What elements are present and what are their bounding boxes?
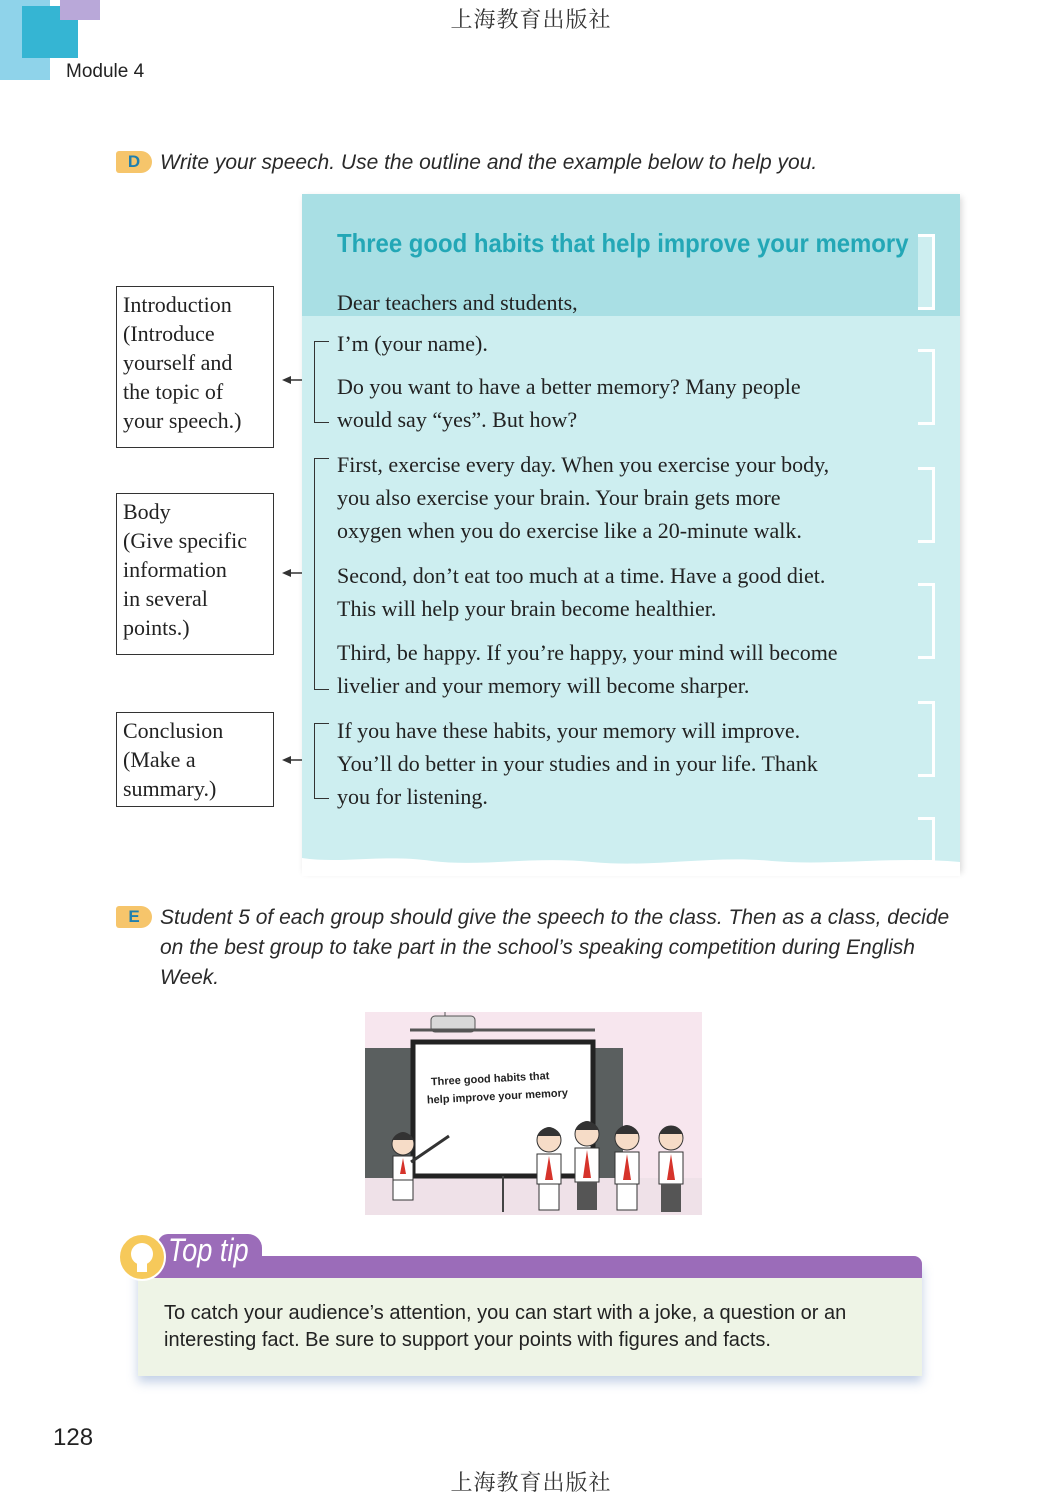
speech-line: This will help your brain become healthier. bbox=[337, 596, 717, 621]
speech-title: Three good habits that help improve your memory bbox=[337, 228, 909, 258]
task-e-line: Student 5 of each group should give the speech to the class. Then as a class, decide bbox=[160, 906, 950, 929]
speech-line: I’m (your name). bbox=[337, 331, 488, 356]
publisher-footer: 上海教育出版社 bbox=[450, 1471, 612, 1496]
outline-line: (Introduce bbox=[123, 321, 215, 346]
speech-greeting: Dear teachers and students, bbox=[337, 290, 578, 315]
top-tip-line: To catch your audience’s attention, you can start with a joke, a question or an bbox=[164, 1302, 847, 1324]
classroom-illustration bbox=[365, 1012, 702, 1215]
top-tip-text bbox=[164, 1300, 846, 1354]
top-tip-line: interesting fact. Be sure to support your points with figures and facts. bbox=[164, 1329, 771, 1351]
publisher-header: 上海教育出版社 bbox=[450, 8, 612, 33]
speech-line: livelier and your memory will become sharper. bbox=[337, 673, 750, 698]
outline-line: Conclusion bbox=[123, 718, 224, 743]
outline-line: Introduction bbox=[123, 292, 232, 317]
speech-line: If you have these habits, your memory will improve. bbox=[337, 718, 801, 743]
speech-line: First, exercise every day. When you exercise your body, bbox=[337, 452, 830, 477]
outline-line: summary.) bbox=[123, 776, 217, 801]
body-bracket bbox=[314, 458, 329, 690]
conclusion-bracket bbox=[314, 723, 329, 799]
top-tip-title: Top tip bbox=[168, 1232, 249, 1268]
task-e-line: on the best group to take part in the school’s speaking competition during English bbox=[160, 936, 915, 959]
outline-line: (Make a bbox=[123, 747, 196, 772]
outline-line: information bbox=[123, 557, 227, 582]
page-number: 128 bbox=[53, 1424, 94, 1451]
outline-line: Body bbox=[123, 499, 171, 524]
speech-line: Third, be happy. If you’re happy, your mind will become bbox=[337, 640, 838, 665]
outline-line: points.) bbox=[123, 615, 190, 640]
speech-line: oxygen when you do exercise like a 20-minute walk. bbox=[337, 518, 802, 543]
task-e-instruction bbox=[160, 903, 949, 993]
outline-line: yourself and bbox=[123, 350, 233, 375]
speech-line: you for listening. bbox=[337, 784, 488, 809]
outline-line: your speech.) bbox=[123, 408, 242, 433]
task-d-tag: D bbox=[116, 151, 152, 173]
intro-bracket bbox=[314, 341, 329, 423]
speech-line: Second, don’t eat too much at a time. Have a good diet. bbox=[337, 563, 826, 588]
task-d-instruction: Write your speech. Use the outline and the example below to help you. bbox=[160, 151, 818, 174]
speech-line: Do you want to have a better memory? Many people bbox=[337, 374, 801, 399]
speech-line: would say “yes”. But how? bbox=[337, 407, 578, 432]
outline-introduction-box bbox=[116, 286, 274, 448]
notebook-tab bbox=[918, 234, 935, 310]
screen-text-line1: Three good habits that bbox=[430, 1070, 550, 1089]
module-label: Module 4 bbox=[66, 61, 145, 82]
notebook-tab bbox=[918, 583, 935, 659]
notebook-tab bbox=[918, 817, 935, 863]
speech-line: You’ll do better in your studies and in your life. Thank bbox=[337, 751, 818, 776]
outline-body-box bbox=[116, 493, 274, 655]
outline-line: in several bbox=[123, 586, 208, 611]
outline-conclusion-box bbox=[116, 712, 274, 807]
outline-line: the topic of bbox=[123, 379, 224, 404]
notebook-tab bbox=[918, 701, 935, 777]
screen-text-line2: help improve your memory bbox=[426, 1087, 569, 1107]
notebook-tab bbox=[918, 349, 935, 425]
torn-edge bbox=[302, 852, 960, 876]
lightbulb-icon bbox=[116, 1232, 168, 1282]
task-e-line: Week. bbox=[160, 966, 220, 989]
task-e-tag: E bbox=[116, 906, 152, 928]
notebook-tab bbox=[918, 467, 935, 543]
outline-line: (Give specific bbox=[123, 528, 247, 553]
speech-line: you also exercise your brain. Your brain gets more bbox=[337, 485, 781, 510]
